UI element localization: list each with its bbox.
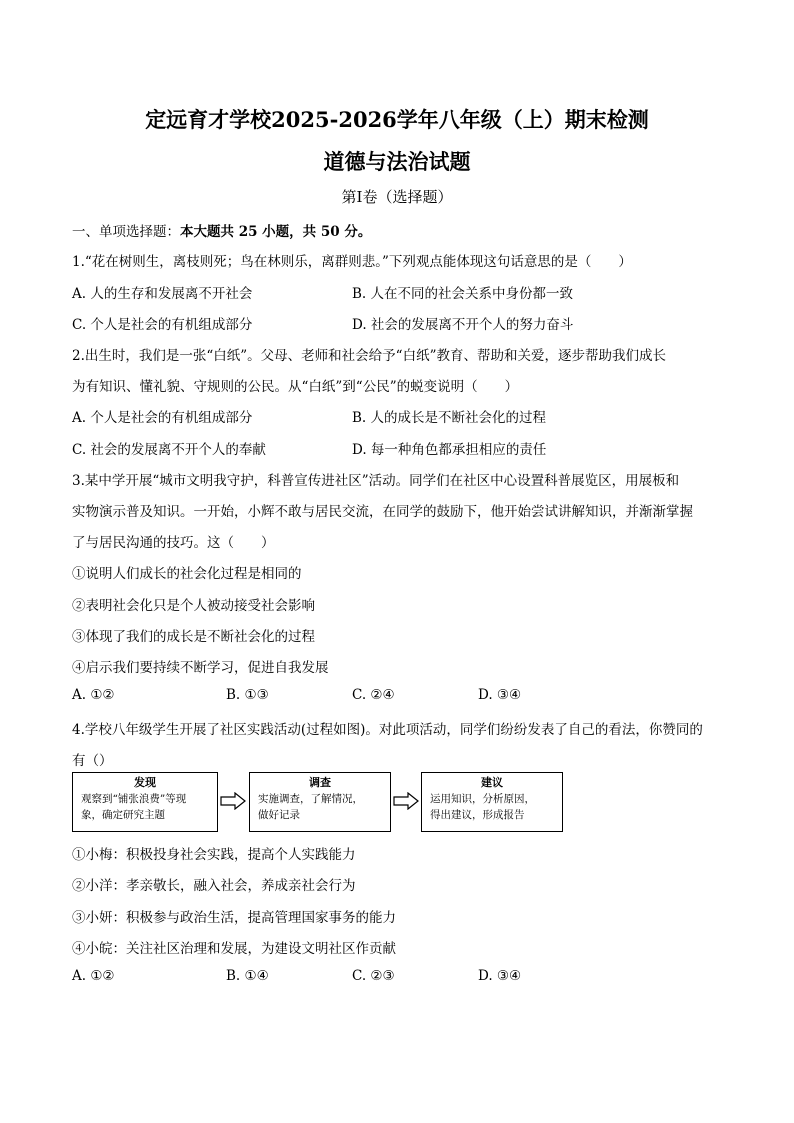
q4-item-2: ②小洋：孝亲敬长，融入社会，养成亲社会行为 — [72, 878, 356, 894]
q2-option-a[interactable]: A. 个人是社会的有机组成部分 — [72, 410, 253, 426]
q2-option-d[interactable]: D. 每一种角色都承担相应的责任 — [352, 442, 547, 458]
flow-step-heading: 建议 — [481, 776, 503, 789]
flow-step-text: 运用知识，分析原因， — [430, 793, 535, 805]
q3-item-1: ①说明人们成长的社会化过程是相同的 — [72, 566, 302, 582]
flow-step-heading: 调查 — [309, 776, 331, 789]
right-arrow-icon — [393, 792, 419, 810]
flow-step-text: 实施调查，了解情况， — [258, 793, 363, 805]
q4-option-c[interactable]: C. ②③ — [352, 968, 395, 984]
section-prefix: 一、单项选择题： — [72, 224, 180, 240]
q2-option-b[interactable]: B. 人的成长是不断社会化的过程 — [352, 410, 547, 426]
q4-option-b[interactable]: B. ①④ — [226, 968, 269, 984]
q4-item-3: ③小妍：积极参与政治生活，提高管理国家事务的能力 — [72, 910, 396, 926]
flow-step-discover — [72, 772, 218, 832]
q4-item-1: ①小梅：积极投身社会实践，提高个人实践能力 — [72, 847, 356, 863]
q4-option-d[interactable]: D. ③④ — [478, 968, 522, 984]
activity-flowchart — [72, 772, 724, 834]
q1-option-c[interactable]: C. 个人是社会的有机组成部分 — [72, 317, 253, 333]
q2-stem-line-1: 2.出生时，我们是一张“白纸”。父母、老师和社会给予“白纸”教育、帮助和关爱，逐步帮助我们成长 — [72, 348, 666, 364]
q1-option-a[interactable]: A. 人的生存和发展离不开社会 — [72, 286, 253, 302]
q4-stem-line-1: 4.学校八年级学生开展了社区实践活动(过程如图)。对此项活动，同学们纷纷发表了自己的看法，你赞同的 — [72, 722, 703, 738]
q4-option-a[interactable]: A. ①② — [72, 968, 115, 984]
q3-option-a[interactable]: A. ①② — [72, 687, 115, 703]
flow-step-text: 象，确定研究主题 — [81, 809, 165, 821]
flow-step-text: 得出建议，形成报告 — [430, 809, 525, 821]
q3-option-c[interactable]: C. ②④ — [352, 687, 395, 703]
flow-step-suggest — [421, 772, 563, 832]
q3-stem-line-3: 了与居民沟通的技巧。这（ ） — [72, 535, 275, 551]
q3-option-d[interactable]: D. ③④ — [478, 687, 522, 703]
q3-item-4: ④启示我们要持续不断学习，促进自我发展 — [72, 660, 329, 676]
q1-option-b[interactable]: B. 人在不同的社会关系中身份都一致 — [352, 286, 574, 302]
q3-stem-line-2: 实物演示普及知识。一开始，小辉不敢与居民交流，在同学的鼓励下，他开始尝试讲解知识，并渐渐掌握 — [72, 504, 693, 520]
flow-step-text: 做好记录 — [258, 809, 300, 821]
school-title: 定远育才学校2025-2026学年八年级（上）期末检测 — [145, 107, 649, 132]
flow-step-investigate — [249, 772, 391, 832]
q4-stem-line-2: 有（） — [72, 753, 113, 769]
q2-stem-line-2: 为有知识、懂礼貌、守规则的公民。从“白纸”到“公民”的蜕变说明（ ） — [72, 379, 519, 395]
q1-option-d[interactable]: D. 社会的发展离不开个人的努力奋斗 — [352, 317, 574, 333]
flow-step-heading: 发现 — [134, 776, 156, 789]
q3-item-2: ②表明社会化只是个人被动接受社会影响 — [72, 598, 315, 614]
q3-option-b[interactable]: B. ①③ — [226, 687, 269, 703]
volume-title: 第Ⅰ卷（选择题） — [341, 188, 453, 206]
q4-item-4: ④小皖：关注社区治理和发展，为建设文明社区作贡献 — [72, 941, 396, 957]
q3-stem-line-1: 3.某中学开展“城市文明我守护，科普宣传进社区”活动。同学们在社区中心设置科普展览区，用展板和 — [72, 473, 680, 489]
subject-title: 道德与法治试题 — [323, 149, 471, 174]
flow-step-text: 观察到“铺张浪费”等现 — [81, 793, 187, 805]
right-arrow-icon — [220, 792, 246, 810]
q3-item-3: ③体现了我们的成长是不断社会化的过程 — [72, 629, 315, 645]
q2-option-c[interactable]: C. 社会的发展离不开个人的奉献 — [72, 442, 266, 458]
section-rule: 本大题共 25 小题，共 50 分。 — [180, 224, 372, 240]
q1-stem-line-1: 1.“花在树则生，离枝则死；鸟在林则乐，离群则悲。”下列观点能体现这句话意思的是（ ） — [72, 254, 632, 270]
section-heading — [72, 220, 371, 240]
